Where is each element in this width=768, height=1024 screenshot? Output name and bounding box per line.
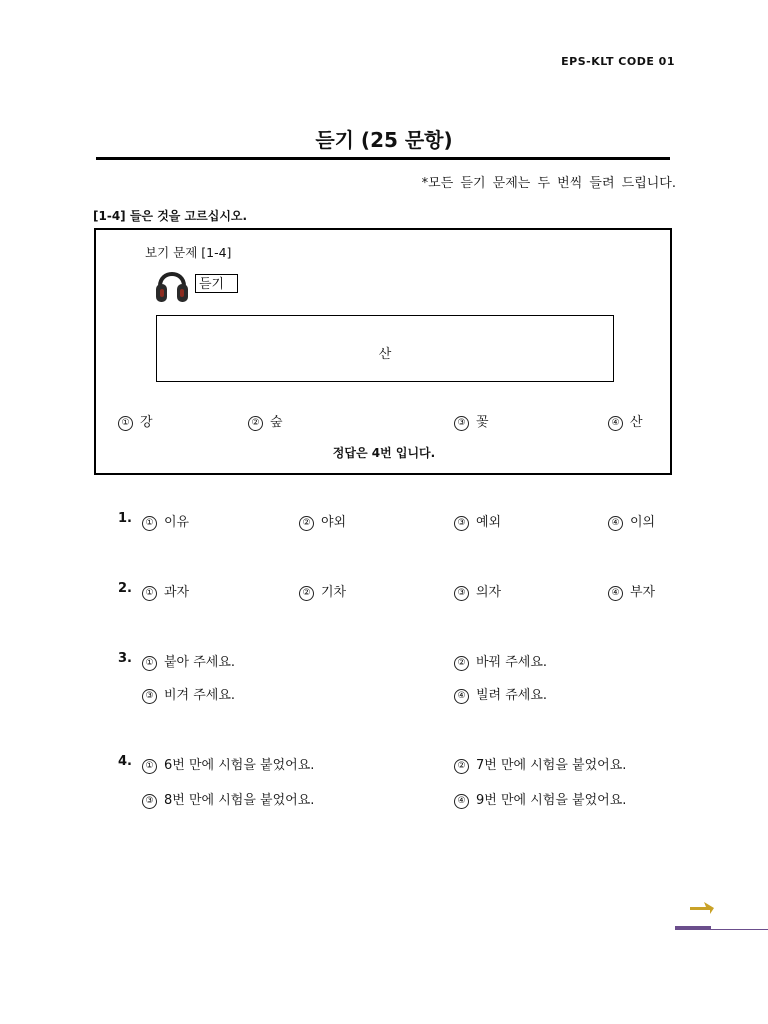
question-number: 4. (118, 754, 132, 769)
option-text: 9번 만에 시험을 붙었어요. (476, 793, 627, 808)
option-number: ④ (608, 516, 623, 531)
audio-word: 산 (378, 347, 392, 362)
option-number: ③ (142, 689, 157, 704)
option-number: ① (142, 759, 157, 774)
option-number: ③ (454, 416, 469, 431)
option-number: ③ (454, 516, 469, 531)
option-number: ② (454, 759, 469, 774)
headphones-icon (155, 264, 189, 304)
q3-option-2[interactable] (454, 651, 547, 671)
option-text: 7번 만에 시험을 붙었어요. (476, 758, 627, 773)
q1-option-4[interactable] (608, 511, 655, 531)
q3-option-1[interactable] (142, 651, 235, 671)
option-text: 8번 만에 시험을 붙었어요. (164, 793, 315, 808)
option-number: ④ (454, 689, 469, 704)
title-divider (96, 157, 670, 160)
example-answer: 정답은 4번 입니다. (332, 446, 436, 460)
option-number: ④ (454, 794, 469, 809)
instruction-text: [1-4] 들은 것을 고르십시오. (93, 209, 248, 223)
audio-word-box (156, 315, 614, 382)
example-label: 보기 문제 [1-4] (145, 245, 232, 260)
option-text: 부자 (630, 585, 656, 600)
section-title: 듣기 (25 문항) (315, 128, 453, 152)
option-text: 야외 (321, 515, 347, 530)
option-number: ② (299, 586, 314, 601)
option-text: 이의 (630, 515, 656, 530)
option-text: 과자 (164, 585, 190, 600)
option-text: 산 (630, 415, 643, 430)
q3-option-4[interactable] (454, 684, 547, 704)
option-number: ③ (454, 586, 469, 601)
option-text: 이유 (164, 515, 190, 530)
option-text: 붙아 주세요. (164, 655, 236, 670)
q4-option-4[interactable] (454, 789, 626, 809)
q4-option-1[interactable] (142, 754, 314, 774)
option-text: 꽃 (476, 415, 489, 430)
q2-option-4[interactable] (608, 581, 655, 601)
option-number: ① (118, 416, 133, 431)
q4-option-2[interactable] (454, 754, 626, 774)
listen-label: 듣기 (195, 274, 238, 293)
option-text: 바꿔 주세요. (476, 655, 548, 670)
option-number: ② (299, 516, 314, 531)
option-text: 의자 (476, 585, 502, 600)
eps-logo-icon (690, 902, 714, 914)
q4-option-3[interactable] (142, 789, 314, 809)
option-text: 강 (140, 415, 153, 430)
option-number: ① (142, 656, 157, 671)
option-text: 빌려 쥬세요. (476, 688, 548, 703)
question-number: 3. (118, 651, 132, 666)
q2-option-2[interactable] (299, 581, 346, 601)
notice-text: *모든 듣기 문제는 두 번씩 들려 드립니다. (421, 176, 676, 191)
q1-option-3[interactable] (454, 511, 501, 531)
option-text: 예외 (476, 515, 502, 530)
q3-option-3[interactable] (142, 684, 235, 704)
option-number: ④ (608, 416, 623, 431)
logo-bar (675, 926, 711, 930)
option-number: ① (142, 586, 157, 601)
option-text: 6번 만에 시험을 붙었어요. (164, 758, 315, 773)
q2-option-3[interactable] (454, 581, 501, 601)
logo-line (711, 929, 768, 930)
example-option-3[interactable] (454, 411, 489, 431)
option-number: ③ (142, 794, 157, 809)
option-text: 비겨 주세요. (164, 688, 236, 703)
q2-option-1[interactable] (142, 581, 189, 601)
option-number: ④ (608, 586, 623, 601)
example-option-4[interactable] (608, 411, 643, 431)
option-number: ① (142, 516, 157, 531)
q1-option-2[interactable] (299, 511, 346, 531)
example-option-2[interactable] (248, 411, 283, 431)
question-number: 1. (118, 511, 132, 526)
option-number: ② (248, 416, 263, 431)
exam-code: EPS-KLT CODE 01 (561, 55, 675, 68)
q1-option-1[interactable] (142, 511, 189, 531)
option-text: 기차 (321, 585, 347, 600)
question-number: 2. (118, 581, 132, 596)
option-number: ② (454, 656, 469, 671)
option-text: 숲 (270, 415, 283, 430)
example-option-1[interactable] (118, 411, 153, 431)
